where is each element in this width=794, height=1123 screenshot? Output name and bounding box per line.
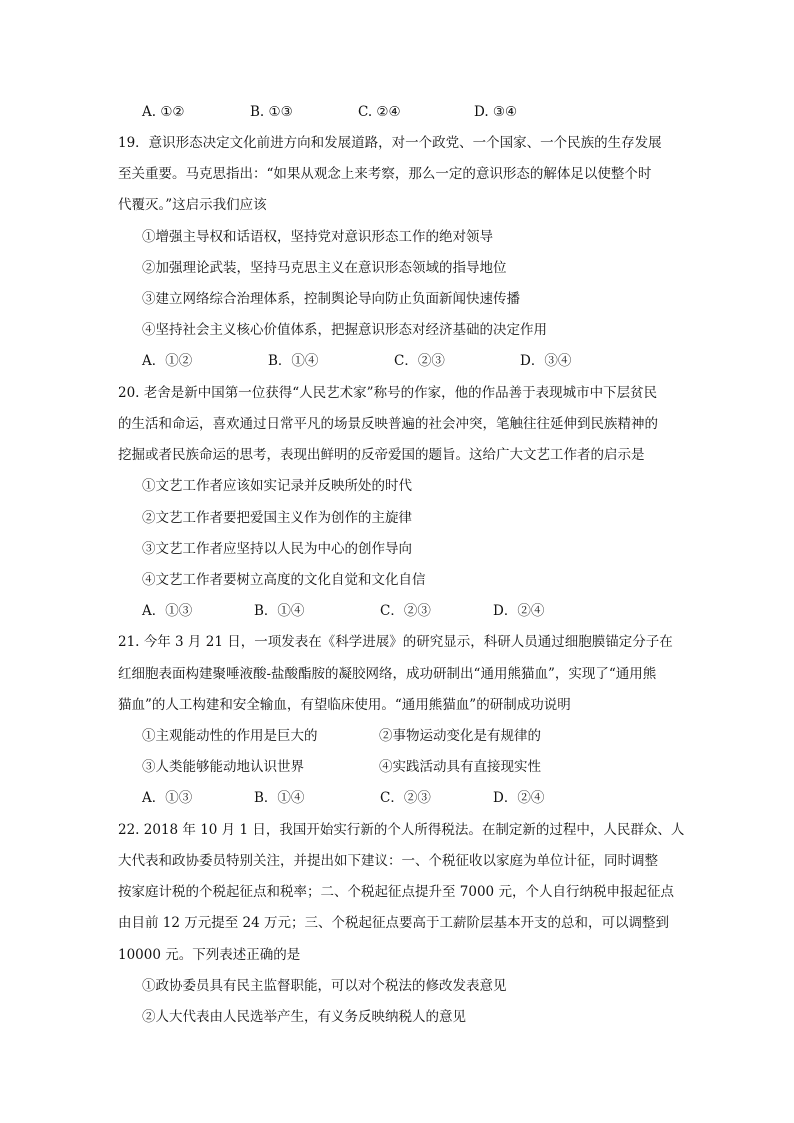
q21-statement-4: ④实践活动具有直接现实性 bbox=[379, 759, 541, 775]
q22-statement-1: ①政协委员具有民主监督职能，可以对个税法的修改发表意见 bbox=[142, 978, 507, 994]
q18-option-a[interactable]: A. ①② bbox=[142, 104, 185, 120]
q22-stem-line: 按家庭计税的个税起征点和税率；二、个税起征点提升至 7000 元，个人自行纳税申报起征点 bbox=[118, 884, 674, 900]
q19-statement-2: ②加强理论武装，坚持马克思主义在意识形态领域的指导地位 bbox=[142, 260, 507, 276]
q21-statement-2: ②事物运动变化是有规律的 bbox=[379, 728, 541, 744]
q20-stem-line: 的生活和命运，喜欢通过日常平凡的场景反映普遍的社会冲突，笔触往往延伸到民族精神的 bbox=[118, 416, 658, 432]
q20-option-b[interactable]: B．①④ bbox=[254, 603, 305, 619]
q19-option-d[interactable]: D．③④ bbox=[520, 353, 572, 369]
q21-option-c[interactable]: C．②③ bbox=[380, 790, 431, 806]
q19-option-b[interactable]: B．①④ bbox=[268, 353, 319, 369]
q20-options bbox=[142, 601, 702, 621]
q18-options bbox=[142, 102, 702, 122]
q20-statement-3: ③文艺工作者应坚持以人民为中心的创作导向 bbox=[142, 541, 412, 557]
q20-option-c[interactable]: C．②③ bbox=[380, 603, 431, 619]
q19-statement-1: ①增强主导权和话语权，坚持党对意识形态工作的绝对领导 bbox=[142, 229, 493, 245]
q21-option-a[interactable]: A．①③ bbox=[142, 790, 193, 806]
q21-statement-1: ①主观能动性的作用是巨大的 bbox=[142, 728, 318, 744]
q19-statement-3: ③建立网络综合治理体系，控制舆论导向防止负面新闻快速传播 bbox=[142, 291, 520, 307]
q21-stem-line: 21. 今年 3 月 21 日，一项发表在《科学进展》的研究显示，科研人员通过细胞膜锚定分子在 bbox=[118, 634, 673, 650]
q20-stem-line: 挖掘或者民族命运的思考，表现出鲜明的反帝爱国的题旨。这给广大文艺工作者的启示是 bbox=[118, 447, 645, 463]
q21-stem-line: 猫血”的人工构建和安全输血，有望临床使用。“通用熊猫血”的研制成功说明 bbox=[118, 697, 571, 713]
q18-option-c[interactable]: C. ②④ bbox=[358, 104, 401, 120]
q19-option-c[interactable]: C．②③ bbox=[394, 353, 445, 369]
q19-stem-line: 19．意识形态决定文化前进方向和发展道路，对一个政党、一个国家、一个民族的生存发展 bbox=[118, 135, 662, 151]
q22-statement-2: ②人大代表由人民选举产生，有义务反映纳税人的意见 bbox=[142, 1009, 466, 1025]
q21-option-d[interactable]: D．②④ bbox=[493, 790, 545, 806]
q19-stem-line: 至关重要。马克思指出：“如果从观念上来考察，那么一定的意识形态的解体足以使整个时 bbox=[118, 166, 652, 182]
q21-option-b[interactable]: B．①④ bbox=[254, 790, 305, 806]
q22-stem-line: 大代表和政协委员特别关注，并提出如下建议：一、个税征收以家庭为单位计征，同时调整 bbox=[118, 853, 658, 869]
q21-stem-line: 红细胞表面构建聚唾液酸-盐酸酯胺的凝胶网络，成功研制出“通用熊猫血”，实现了“通用熊 bbox=[118, 666, 657, 682]
q19-options bbox=[142, 351, 702, 371]
q20-statement-2: ②文艺工作者要把爱国主义作为创作的主旋律 bbox=[142, 510, 412, 526]
q20-stem-line: 20. 老舍是新中国第一位获得“人民艺术家”称号的作家，他的作品善于表现城市中下层贫民 bbox=[118, 385, 658, 401]
q19-statement-4: ④坚持社会主义核心价值体系，把握意识形态对经济基础的决定作用 bbox=[142, 322, 547, 338]
q19-stem-line: 代覆灭。”这启示我们应该 bbox=[118, 197, 267, 213]
q18-option-b[interactable]: B. ①③ bbox=[250, 104, 293, 120]
q22-stem-line: 22. 2018 年 10 月 1 日，我国开始实行新的个人所得税法。在制定新的过程中，人民群众、人 bbox=[118, 822, 685, 838]
q20-option-a[interactable]: A．①③ bbox=[142, 603, 193, 619]
q21-statement-3: ③人类能够能动地认识世界 bbox=[142, 759, 304, 775]
q20-statement-1: ①文艺工作者应该如实记录并反映所处的时代 bbox=[142, 478, 412, 494]
q22-stem-line: 由目前 12 万元提至 24 万元；三、个税起征点要高于工薪阶层基本开支的总和，可以调整到 bbox=[118, 915, 670, 931]
q20-option-d[interactable]: D．②④ bbox=[493, 603, 545, 619]
q19-option-a[interactable]: A．①② bbox=[142, 353, 193, 369]
q21-options bbox=[142, 788, 702, 808]
q18-option-d[interactable]: D. ③④ bbox=[474, 104, 518, 120]
q22-stem-line: 10000 元。下列表述正确的是 bbox=[118, 947, 301, 963]
q20-statement-4: ④文艺工作者要树立高度的文化自觉和文化自信 bbox=[142, 572, 426, 588]
